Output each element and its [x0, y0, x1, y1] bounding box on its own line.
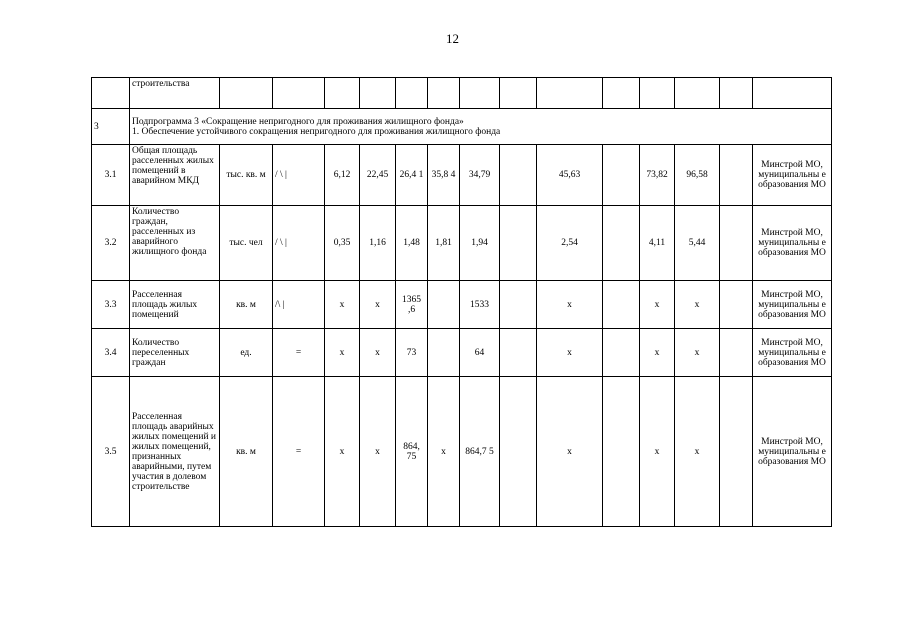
row-name: Расселенная площадь жилых помещений — [130, 281, 220, 329]
row-num: 3.5 — [92, 377, 130, 527]
table-row — [92, 145, 832, 206]
row-unit: тыс. чел — [220, 206, 273, 281]
trend-icon: / \ | — [275, 238, 287, 248]
row-value: 1533 — [460, 281, 500, 329]
cell-empty — [500, 78, 537, 109]
cell-empty — [753, 78, 832, 109]
row-value: 1,81 — [428, 206, 460, 281]
table-row — [92, 206, 832, 281]
row-value: х — [537, 281, 603, 329]
row-value — [500, 377, 537, 527]
row-num: 3.2 — [92, 206, 130, 281]
cell-empty — [640, 78, 675, 109]
continuation-name: строительства — [130, 78, 220, 109]
row-value — [720, 145, 753, 206]
row-num: 3.4 — [92, 329, 130, 377]
trend-icon: = — [295, 446, 302, 457]
subprogram-title: Подпрограмма 3 «Сокращение непригодного для проживания жилищного фонда» — [132, 116, 464, 127]
indicators-table — [91, 77, 832, 527]
row-value: 26,4 1 — [396, 145, 428, 206]
row-value: х — [428, 377, 460, 527]
cell-empty — [360, 78, 396, 109]
row-value: 22,45 — [360, 145, 396, 206]
row-value: х — [360, 377, 396, 527]
row-value — [500, 145, 537, 206]
row-value: 1,16 — [360, 206, 396, 281]
row-responsible: Минстрой МО, муниципальны е образования МО — [753, 377, 832, 527]
row-responsible: Минстрой МО, муниципальны е образования МО — [753, 206, 832, 281]
cell-empty — [460, 78, 500, 109]
row-value: 6,12 — [325, 145, 360, 206]
row-trend — [273, 145, 325, 206]
row-value — [500, 206, 537, 281]
row-value: 864,7 5 — [460, 377, 500, 527]
row-value — [500, 329, 537, 377]
row-value: 35,8 4 — [428, 145, 460, 206]
row-value — [720, 377, 753, 527]
row-name: Количество граждан, расселенных из аварийного жилищного фонда — [130, 206, 220, 281]
cell-empty — [220, 78, 273, 109]
row-value: х — [640, 281, 675, 329]
row-responsible: Минстрой МО, муниципальны е образования МО — [753, 281, 832, 329]
row-value: х — [325, 377, 360, 527]
row-value: 73 — [396, 329, 428, 377]
row-responsible: Минстрой МО, муниципальны е образования МО — [753, 145, 832, 206]
row-value: 2,54 — [537, 206, 603, 281]
row-unit: кв. м — [220, 377, 273, 527]
row-num: 3.3 — [92, 281, 130, 329]
subprogram-row — [92, 109, 832, 145]
row-value: 4,11 — [640, 206, 675, 281]
row-unit: кв. м — [220, 281, 273, 329]
row-value: х — [325, 281, 360, 329]
row-value — [720, 281, 753, 329]
row-responsible: Минстрой МО, муниципальны е образования МО — [753, 329, 832, 377]
row-value: 96,58 — [675, 145, 720, 206]
row-value — [603, 206, 640, 281]
row-value — [500, 281, 537, 329]
row-value: 45,63 — [537, 145, 603, 206]
row-value — [603, 377, 640, 527]
cell-empty — [537, 78, 603, 109]
row-trend — [273, 329, 325, 377]
row-value: х — [640, 377, 675, 527]
subprogram-cell — [130, 109, 832, 145]
row-name: Общая площадь расселенных жилых помещений в аварийном МКД — [130, 145, 220, 206]
row-value: х — [640, 329, 675, 377]
row-value: х — [537, 377, 603, 527]
cell-empty — [675, 78, 720, 109]
cell-empty — [720, 78, 753, 109]
row-value: 5,44 — [675, 206, 720, 281]
table-row — [92, 377, 832, 527]
row-value — [720, 206, 753, 281]
row-value: 1,94 — [460, 206, 500, 281]
row-value — [603, 329, 640, 377]
row-value: 1,48 — [396, 206, 428, 281]
row-value: 64 — [460, 329, 500, 377]
subprogram-num: 3 — [92, 109, 130, 145]
page-number: 12 — [446, 31, 459, 46]
row-unit: тыс. кв. м — [220, 145, 273, 206]
row-value — [603, 281, 640, 329]
row-value — [428, 281, 460, 329]
row-value: 34,79 — [460, 145, 500, 206]
row-trend — [273, 377, 325, 527]
table-row — [92, 281, 832, 329]
cell-empty — [92, 78, 130, 109]
row-value — [603, 145, 640, 206]
cell-empty — [603, 78, 640, 109]
row-value — [720, 329, 753, 377]
row-num: 3.1 — [92, 145, 130, 206]
row-trend — [273, 281, 325, 329]
row-value: х — [325, 329, 360, 377]
trend-icon: /\ | — [275, 299, 285, 310]
cell-empty — [273, 78, 325, 109]
row-name: Расселенная площадь аварийных жилых помещений и жилых помещений, признанных аварийными, путем участия в долевом строительстве — [130, 377, 220, 527]
row-unit: ед. — [220, 329, 273, 377]
row-value — [428, 329, 460, 377]
row-value: х — [675, 329, 720, 377]
row-value: х — [675, 377, 720, 527]
row-value: х — [537, 329, 603, 377]
row-value: 1365 ,6 — [396, 281, 428, 329]
trend-icon: / \ | — [275, 170, 287, 180]
row-trend — [273, 206, 325, 281]
row-value: х — [675, 281, 720, 329]
cell-empty — [396, 78, 428, 109]
row-value: х — [360, 329, 396, 377]
row-value: 0,35 — [325, 206, 360, 281]
cell-empty — [325, 78, 360, 109]
subprogram-task: 1. Обеспечение устойчивого сокращения непригодного для проживания жилищного фонда — [132, 126, 501, 137]
row-value: х — [360, 281, 396, 329]
row-name: Количество переселенных граждан — [130, 329, 220, 377]
trend-icon: = — [295, 347, 302, 358]
continuation-row — [92, 78, 832, 109]
table-row — [92, 329, 832, 377]
cell-empty — [428, 78, 460, 109]
row-value: 73,82 — [640, 145, 675, 206]
row-value: 864, 75 — [396, 377, 428, 527]
